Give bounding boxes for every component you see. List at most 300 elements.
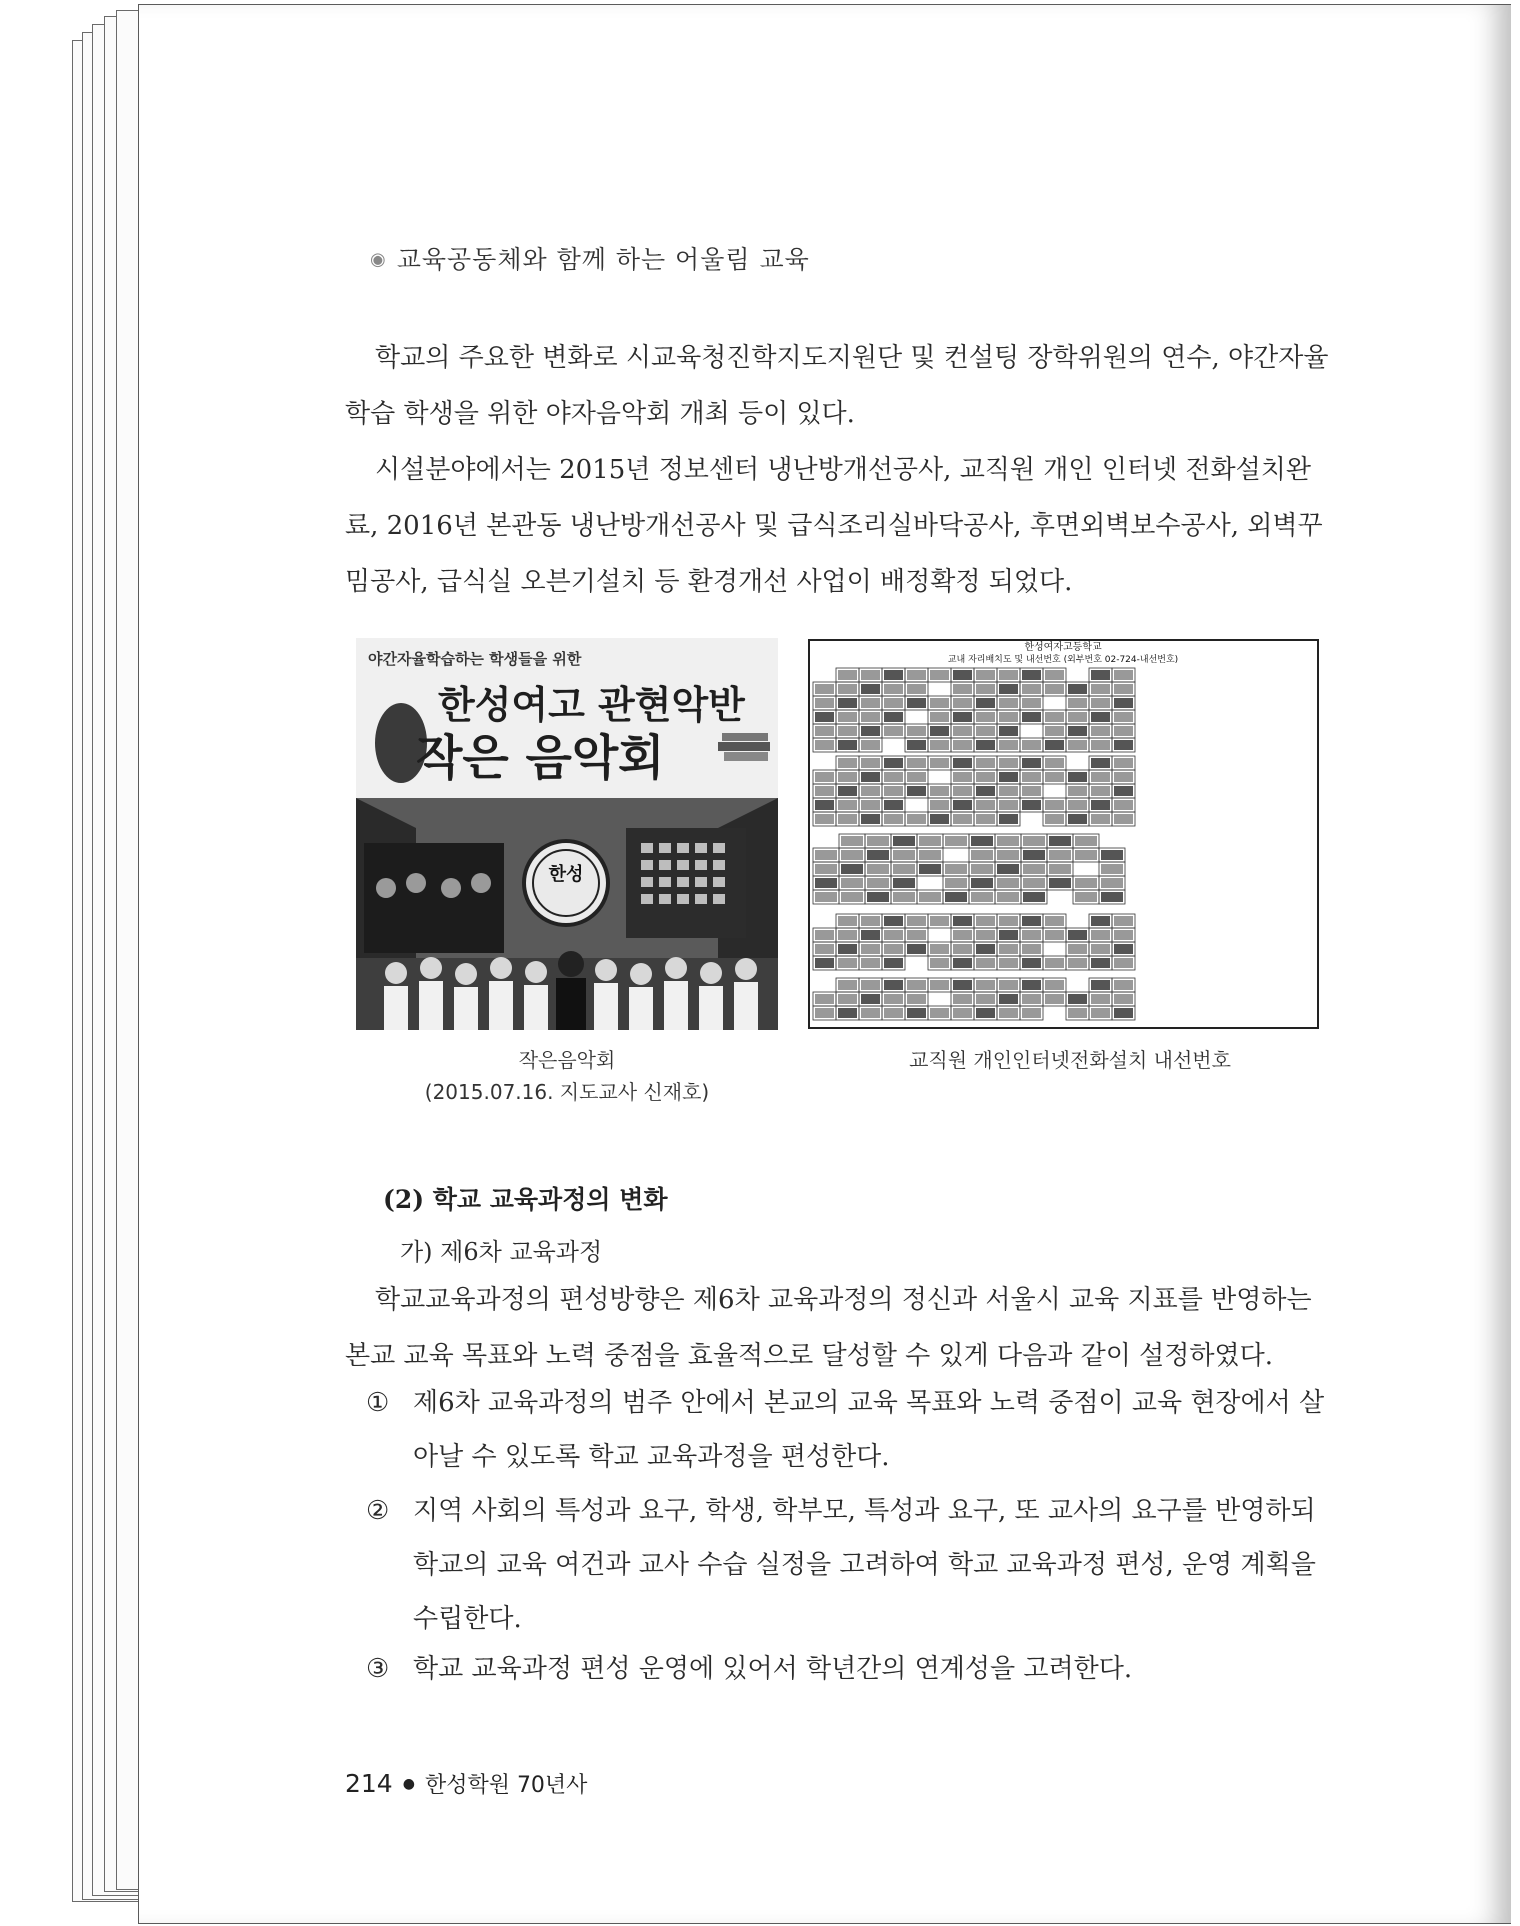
seat-cell <box>838 726 857 736</box>
seat-cell <box>838 980 857 990</box>
seat-cell <box>1091 980 1110 990</box>
seat-cell <box>884 944 903 954</box>
seat-cell <box>815 958 834 968</box>
seat-cell <box>815 850 837 860</box>
seat-cell <box>1022 670 1041 680</box>
seat-cell <box>953 944 972 954</box>
seat-cell <box>1022 758 1041 768</box>
seat-cell <box>976 758 995 768</box>
seat-cell <box>815 944 834 954</box>
paragraph-2-text: 시설분야에서는 2015년 정보센터 냉난방개선공사, 교직원 개인 인터넷 전화설치완료, 2016년 본관동 냉난방개선공사 및 급식조리실바닥공사, 후면외벽보수공사, 외벽꾸밈공사, 급식실 오븐기설치 등 환경개선 사업이 배정확정 되었다. <box>345 455 1323 597</box>
section-heading: (2) 학교 교육과정의 변화 <box>383 1185 668 1214</box>
seat-cell <box>1091 758 1110 768</box>
seat-cell <box>976 814 995 824</box>
seat-cell <box>861 1008 880 1018</box>
seat-cell <box>1022 980 1041 990</box>
seat-cell <box>1049 836 1071 846</box>
seal-text: 한성 <box>548 864 584 885</box>
seat-cell <box>1114 980 1133 990</box>
concert-caption-line1: 작은음악회 <box>518 1048 616 1072</box>
seat-cell <box>945 878 967 888</box>
seat-cell <box>838 994 857 1004</box>
seat-cell <box>999 994 1018 1004</box>
seat-cell <box>841 892 863 902</box>
seat-cell <box>953 1008 972 1018</box>
seat-cell <box>930 740 949 750</box>
seat-cell <box>971 878 993 888</box>
seat-cell <box>838 758 857 768</box>
seat-cell <box>841 864 863 874</box>
seat-cell <box>861 698 880 708</box>
seat-cell <box>1114 958 1133 968</box>
seat-cell <box>861 994 880 1004</box>
banner-title-line1: 한성여고 관현악반 <box>438 683 745 727</box>
seat-cell <box>815 698 834 708</box>
seat-cell <box>1101 878 1123 888</box>
seat-cell <box>1114 814 1133 824</box>
seat-cell <box>953 958 972 968</box>
seat-cell <box>1091 930 1110 940</box>
seat-cell <box>815 786 834 796</box>
seat-cell <box>1045 726 1064 736</box>
seat-cell <box>1114 1008 1133 1018</box>
seat-cell <box>838 740 857 750</box>
seat-cell <box>953 800 972 810</box>
seat-cell <box>1091 800 1110 810</box>
seat-cell <box>930 758 949 768</box>
seat-cell <box>884 758 903 768</box>
seat-cell <box>1022 800 1041 810</box>
footer-bullet-icon: ● <box>402 1776 415 1792</box>
seat-cell <box>1091 712 1110 722</box>
seat-cell <box>976 740 995 750</box>
seat-cell <box>953 786 972 796</box>
seat-cell <box>1114 740 1133 750</box>
seat-cell <box>976 930 995 940</box>
seat-cell <box>838 800 857 810</box>
seat-cell <box>893 836 915 846</box>
seat-cell <box>1022 1008 1041 1018</box>
seat-cell <box>867 850 889 860</box>
seat-cell <box>815 878 837 888</box>
seat-cell <box>1091 1008 1110 1018</box>
seat-cell <box>997 864 1019 874</box>
seat-cell <box>953 740 972 750</box>
list-number: ① <box>366 1388 390 1418</box>
seat-cell <box>953 698 972 708</box>
seat-cell <box>1114 698 1133 708</box>
seat-cell <box>1068 698 1087 708</box>
seat-cell <box>884 930 903 940</box>
running-header-text: 교육공동체와 함께 하는 어울림 교육 <box>396 245 810 274</box>
seat-cell <box>861 740 880 750</box>
seat-cell <box>930 1008 949 1018</box>
seat-cell <box>1068 994 1087 1004</box>
seat-cell <box>1023 878 1045 888</box>
seat-cell <box>838 772 857 782</box>
seat-cell <box>907 980 926 990</box>
seat-cell <box>1114 994 1133 1004</box>
seat-cell <box>999 698 1018 708</box>
seat-cell <box>815 800 834 810</box>
seat-cell <box>999 758 1018 768</box>
table-title-2: 교내 자리배치도 및 내선번호 (외부번호 02-724-내선번호) <box>947 655 1179 665</box>
seat-cell <box>1091 670 1110 680</box>
seat-cell <box>930 916 949 926</box>
seat-cell <box>838 712 857 722</box>
seat-cell <box>1075 850 1097 860</box>
seat-cell <box>976 698 995 708</box>
seat-cell <box>953 726 972 736</box>
seat-cell <box>1101 892 1123 902</box>
seat-cell <box>907 740 926 750</box>
seat-cell <box>1023 864 1045 874</box>
seat-cell <box>1091 944 1110 954</box>
seat-cell <box>1049 878 1071 888</box>
seat-cell <box>861 916 880 926</box>
seat-cell <box>953 814 972 824</box>
seat-cell <box>971 836 993 846</box>
seat-cell <box>861 944 880 954</box>
seat-cell <box>1114 786 1133 796</box>
seat-cell <box>1068 930 1087 940</box>
seat-cell <box>1091 814 1110 824</box>
seat-cell <box>1101 850 1123 860</box>
seat-cell <box>1023 850 1045 860</box>
seat-cell <box>815 864 837 874</box>
seat-cell <box>1045 814 1064 824</box>
seat-cell <box>930 958 949 968</box>
seat-cell <box>884 772 903 782</box>
seat-cell <box>976 726 995 736</box>
paragraph-2 <box>345 442 1335 610</box>
seat-cell <box>884 684 903 694</box>
seat-cell <box>861 980 880 990</box>
list-text: 제6차 교육과정의 범주 안에서 본교의 교육 목표와 노력 중점이 교육 현장에서 살아날 수 있도록 학교 교육과정을 편성한다. <box>413 1388 1325 1472</box>
seat-cell <box>1114 916 1133 926</box>
seat-cell <box>953 930 972 940</box>
seat-cell <box>1068 740 1087 750</box>
seat-cell <box>999 958 1018 968</box>
seat-cell <box>907 684 926 694</box>
seat-cell <box>1091 698 1110 708</box>
seat-cell <box>838 930 857 940</box>
seat-cell <box>1091 772 1110 782</box>
list-number: ② <box>366 1496 390 1526</box>
seat-cell <box>893 892 915 902</box>
extension-caption: 교직원 개인인터넷전화설치 내선번호 <box>909 1048 1231 1072</box>
seat-cell <box>945 864 967 874</box>
subsection-heading: 가) 제6차 교육과정 <box>400 1238 603 1266</box>
seat-cell <box>953 916 972 926</box>
page-number: 214 <box>345 1769 393 1798</box>
seat-cell <box>1068 684 1087 694</box>
seat-cell <box>1022 958 1041 968</box>
seat-cell <box>1045 684 1064 694</box>
table-title-1: 한성여자고등학교 <box>1024 642 1102 653</box>
seat-cell <box>815 1008 834 1018</box>
seat-cell <box>841 878 863 888</box>
seat-cell <box>861 684 880 694</box>
seat-cell <box>867 836 889 846</box>
seat-cell <box>1091 916 1110 926</box>
seat-cell <box>838 1008 857 1018</box>
seat-cell <box>930 726 949 736</box>
seat-cell <box>976 800 995 810</box>
seat-cell <box>1045 758 1064 768</box>
page-footer <box>345 1768 587 1799</box>
seat-cell <box>1114 670 1133 680</box>
seat-cell <box>971 892 993 902</box>
seat-cell <box>1045 994 1064 1004</box>
seat-cell <box>907 772 926 782</box>
seat-cell <box>861 726 880 736</box>
seat-cell <box>815 712 834 722</box>
seat-cell <box>907 944 926 954</box>
seat-cell <box>976 786 995 796</box>
seat-cell <box>907 1008 926 1018</box>
seat-cell <box>815 726 834 736</box>
seat-cell <box>999 930 1018 940</box>
seat-cell <box>976 994 995 1004</box>
seat-cell <box>838 670 857 680</box>
seat-cell <box>1068 726 1087 736</box>
seat-cell <box>930 800 949 810</box>
seat-cell <box>1045 980 1064 990</box>
seat-cell <box>1114 726 1133 736</box>
seat-cell <box>884 1008 903 1018</box>
seat-cell <box>1045 670 1064 680</box>
seat-cell <box>1022 916 1041 926</box>
seat-cell <box>815 892 837 902</box>
seat-cell <box>861 772 880 782</box>
seat-cell <box>999 1008 1018 1018</box>
seat-cell <box>930 712 949 722</box>
seat-cell <box>884 916 903 926</box>
seat-cell <box>907 758 926 768</box>
seat-cell <box>999 726 1018 736</box>
seat-cell <box>1049 850 1071 860</box>
seat-cell <box>815 930 834 940</box>
seat-cell <box>884 670 903 680</box>
seat-cell <box>884 800 903 810</box>
books-icon <box>722 733 768 741</box>
seat-cell <box>1023 836 1045 846</box>
banner-small-text: 야간자율학습하는 학생들을 위한 <box>368 650 582 668</box>
seat-cell <box>838 814 857 824</box>
seat-cell <box>1022 740 1041 750</box>
seat-cell <box>930 980 949 990</box>
seat-cell <box>1022 698 1041 708</box>
seat-cell <box>884 726 903 736</box>
seat-cell <box>930 670 949 680</box>
seat-cell <box>919 892 941 902</box>
seat-cell <box>1045 712 1064 722</box>
seat-cell <box>953 758 972 768</box>
seat-cell <box>999 712 1018 722</box>
seat-cell <box>919 836 941 846</box>
seat-cell <box>953 712 972 722</box>
seat-cell <box>953 670 972 680</box>
seat-cell <box>971 864 993 874</box>
seat-cell <box>838 684 857 694</box>
seat-cell <box>997 836 1019 846</box>
seat-cell <box>907 916 926 926</box>
seat-cell <box>861 758 880 768</box>
seat-cell <box>861 670 880 680</box>
seat-cell <box>1068 800 1087 810</box>
seat-cell <box>815 740 834 750</box>
seat-cell <box>1022 684 1041 694</box>
seat-cell <box>1114 684 1133 694</box>
seat-cell <box>1068 958 1087 968</box>
seat-cell <box>976 772 995 782</box>
seat-cell <box>907 994 926 1004</box>
list-number: ③ <box>366 1654 390 1684</box>
seat-cell <box>1068 772 1087 782</box>
seat-cell <box>1114 944 1133 954</box>
concert-photo <box>356 638 778 1030</box>
concert-caption <box>376 1044 758 1108</box>
seat-cell <box>893 864 915 874</box>
section-intro-text: 학교교육과정의 편성방향은 제6차 교육과정의 정신과 서울시 교육 지표를 반영하는 본교 교육 목표와 노력 중점을 효율적으로 달성할 수 있게 다음과 같이 설정하였다. <box>345 1285 1312 1371</box>
extension-table-image <box>805 638 1322 1030</box>
seat-cell <box>1045 800 1064 810</box>
seat-cell <box>999 916 1018 926</box>
seat-cell <box>884 786 903 796</box>
seat-cell <box>919 864 941 874</box>
list-text: 학교 교육과정 편성 운영에 있어서 학년간의 연계성을 고려한다. <box>413 1654 1133 1684</box>
seat-cell <box>907 814 926 824</box>
seat-cell <box>1091 786 1110 796</box>
seat-cell <box>838 698 857 708</box>
seat-cell <box>976 1008 995 1018</box>
list-item <box>366 1642 1336 1702</box>
seat-cell <box>976 958 995 968</box>
seat-cell <box>953 772 972 782</box>
seat-cell <box>907 726 926 736</box>
seat-cell <box>907 698 926 708</box>
seat-cell <box>976 684 995 694</box>
bullet-icon: ◉ <box>370 249 387 270</box>
seat-cell <box>1045 740 1064 750</box>
seat-cell <box>1068 814 1087 824</box>
seat-cell <box>861 800 880 810</box>
seat-cell <box>930 698 949 708</box>
seat-cell <box>999 944 1018 954</box>
seat-cell <box>999 772 1018 782</box>
seat-cell <box>1091 684 1110 694</box>
seat-cell <box>1114 758 1133 768</box>
seat-cell <box>1022 994 1041 1004</box>
seat-cell <box>884 712 903 722</box>
seat-cell <box>976 980 995 990</box>
seat-cell <box>1022 772 1041 782</box>
seat-cell <box>815 814 834 824</box>
seat-cell <box>976 712 995 722</box>
seat-cell <box>1049 864 1071 874</box>
seat-cell <box>971 850 993 860</box>
seat-cell <box>884 814 903 824</box>
seat-cell <box>1075 836 1097 846</box>
seat-cell <box>867 892 889 902</box>
seat-cell <box>999 814 1018 824</box>
seat-cell <box>976 944 995 954</box>
seat-cell <box>838 958 857 968</box>
seat-cell <box>999 786 1018 796</box>
seat-cell <box>1045 958 1064 968</box>
seat-cell <box>1022 712 1041 722</box>
seat-cell <box>815 994 834 1004</box>
seat-cell <box>1091 994 1110 1004</box>
seat-cell <box>997 892 1019 902</box>
seat-cell <box>919 850 941 860</box>
banner-title-line2: 작은 음악회 <box>416 730 665 786</box>
concert-caption-line2: (2015.07.16. 지도교사 신재호) <box>424 1080 710 1104</box>
seat-cell <box>861 712 880 722</box>
seat-cell <box>1022 944 1041 954</box>
running-header <box>370 240 810 276</box>
seat-cell <box>953 684 972 694</box>
seat-cell <box>861 930 880 940</box>
seat-cell <box>838 786 857 796</box>
list-item <box>366 1484 1336 1654</box>
seat-cell <box>930 944 949 954</box>
seat-cell <box>945 836 967 846</box>
seat-cell <box>1068 712 1087 722</box>
seat-cell <box>1068 944 1087 954</box>
seat-cell <box>930 814 949 824</box>
seat-cell <box>1114 772 1133 782</box>
seat-cell <box>953 980 972 990</box>
seat-cell <box>893 850 915 860</box>
seat-cell <box>1114 712 1133 722</box>
seat-cell <box>1068 786 1087 796</box>
seat-cell <box>841 836 863 846</box>
seat-cell <box>945 892 967 902</box>
seat-cell <box>884 994 903 1004</box>
section-intro <box>345 1272 1335 1384</box>
seat-cell <box>1101 864 1123 874</box>
seat-cell <box>841 850 863 860</box>
seat-cell <box>861 958 880 968</box>
seat-cell <box>953 994 972 1004</box>
seat-cell <box>1068 1008 1087 1018</box>
seat-cell <box>1023 892 1045 902</box>
seat-cell <box>815 684 834 694</box>
seat-cell <box>930 786 949 796</box>
seat-cell <box>1114 800 1133 810</box>
seat-cell <box>815 772 834 782</box>
list-text: 지역 사회의 특성과 요구, 학생, 학부모, 특성과 요구, 또 교사의 요구를 반영하되 학교의 교육 여건과 교사 수습 실정을 고려하여 학교 교육과정 편성, 운영 계획을 수립한다. <box>413 1496 1316 1634</box>
seat-cell <box>999 684 1018 694</box>
seat-cell <box>999 740 1018 750</box>
seat-cell <box>1091 958 1110 968</box>
seat-cell <box>907 670 926 680</box>
seat-cell <box>976 916 995 926</box>
seat-cell <box>999 800 1018 810</box>
paragraph-1-text: 학교의 주요한 변화로 시교육청진학지도지원단 및 컨설팅 장학위원의 연수, 야간자율학습 학생을 위한 야자음악회 개최 등이 있다. <box>345 343 1329 429</box>
seat-cell <box>1022 930 1041 940</box>
seat-cell <box>1045 930 1064 940</box>
seat-cell <box>999 980 1018 990</box>
seat-cell <box>907 786 926 796</box>
seat-cell <box>884 958 903 968</box>
seat-cell <box>893 878 915 888</box>
book-title: 한성학원 70년사 <box>424 1773 588 1798</box>
seat-cell <box>997 878 1019 888</box>
seat-cell <box>1091 740 1110 750</box>
